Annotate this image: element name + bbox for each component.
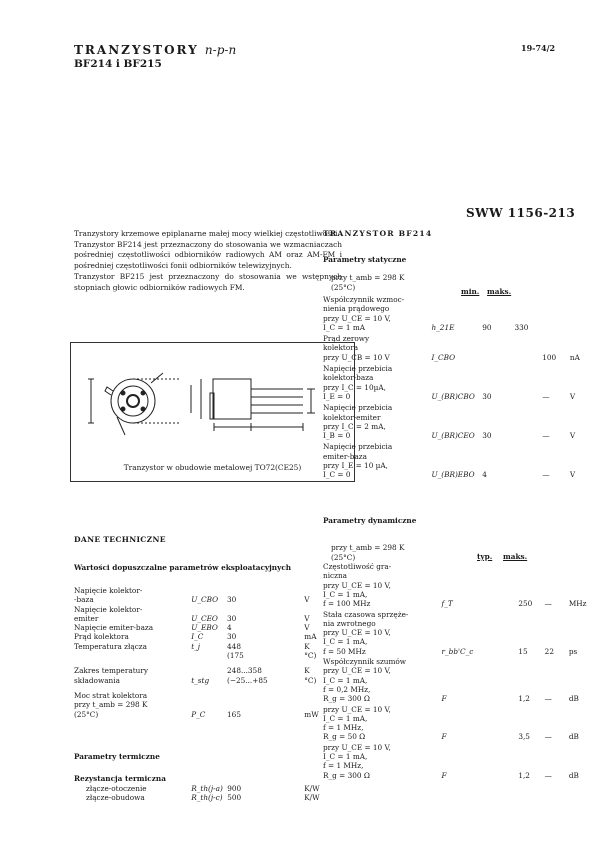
dynamic-condition (331, 543, 404, 562)
param-max: — (544, 599, 552, 609)
param-name (323, 610, 442, 658)
param-name-line: f = 1 MHz, (323, 761, 364, 771)
param-unit: K/W (304, 784, 320, 793)
param-typ: 1,2 (518, 694, 530, 704)
param-unit: nA (569, 352, 580, 362)
param-name-line: (25°C) (74, 709, 99, 719)
param-symbol: U_(BR)EBO (431, 470, 475, 480)
param-name-line: kolektor-emiter (323, 412, 381, 422)
condition-line: przy t_amb = 298 K (331, 273, 405, 282)
dynamic-heading: Parametry dynamiczne (323, 516, 417, 525)
param-name-line: przy I_C = 2 mA, (323, 421, 386, 431)
table-row (323, 705, 593, 743)
param-unit-line: V (304, 595, 310, 605)
param-name-line: kolektora (323, 343, 359, 353)
param-name-line: R_g = 300 Ω (323, 770, 370, 780)
param-max: — (544, 694, 552, 704)
param-name-line: I_C = 1 mA (323, 322, 366, 332)
column-typ: typ. (477, 552, 493, 561)
param-name-line: R_g = 50 Ω (323, 732, 366, 742)
param-name (74, 632, 191, 641)
param-name-line: f = 50 MHz (323, 646, 366, 656)
document-title (74, 43, 236, 57)
param-name-line: Zakres temperatury (74, 666, 148, 676)
param-unit: dB (568, 732, 579, 742)
param-name (323, 334, 431, 364)
table-row (323, 657, 593, 705)
column-maks: maks. (503, 552, 528, 561)
param-value-line: 30 (227, 613, 237, 623)
param-name (74, 691, 191, 719)
param-value-line: (175 (227, 651, 244, 661)
thermal-heading: Parametry termiczne (74, 752, 160, 761)
param-value-line: 248...358 (227, 666, 262, 676)
param-unit-line: °C) (304, 651, 317, 661)
param-spacer (492, 705, 518, 743)
param-value (227, 605, 304, 624)
param-name-line: przy I_C = 10µA, (323, 382, 386, 392)
param-typ: 1,2 (518, 770, 530, 780)
thermal-title: Rezystancja termiczna (74, 774, 166, 783)
param-name-line: f = 100 MHz (323, 599, 371, 609)
param-value: 500 (227, 793, 242, 803)
param-symbol: h_21E (431, 322, 455, 332)
document-subtitle: BF214 i BF215 (74, 58, 162, 70)
param-unit-line: mA (304, 632, 317, 642)
param-min (482, 334, 514, 364)
limits-heading: Wartości dopuszczalne parametrów eksploatacyjnych (74, 563, 292, 572)
param-name-line: nienia prądowego (323, 304, 390, 314)
param-symbol: I_C (191, 632, 204, 642)
condition-line: przy t_amb = 298 K (331, 543, 405, 552)
param-unit-line: V (304, 623, 310, 633)
param-name: złącze-obudowa (86, 793, 145, 803)
param-name-line: Napięcie kolektor- (74, 604, 143, 614)
param-spacer (492, 743, 518, 781)
param-name-line: I_C = 0 (323, 470, 351, 480)
param-name (323, 403, 431, 442)
param-value (227, 642, 304, 667)
param-name-line: Częstotliwość gra- (323, 562, 392, 571)
param-symbol: R_th(j-c) (191, 793, 223, 803)
param-symbol: F (441, 732, 447, 742)
param-name-line: przy U_CE = 10 V, (323, 313, 391, 323)
param-name-line: emiter-baza (323, 451, 367, 461)
param-name-line: przy I_E = 10 µA, (323, 461, 388, 471)
param-name (74, 623, 191, 632)
param-name-line: Prąd kolektora (74, 632, 129, 642)
param-symbol: F (441, 694, 447, 704)
intro-paragraph: Tranzystor BF214 jest przeznaczony do stosowania we wzmacniaczach pośredniej częstotliwości odbiorników radiowych AM oraz AM-FM i pośredniej częstotliwości fonii odbiorników telewizyjnych. (74, 239, 342, 271)
param-min: 30 (482, 431, 492, 441)
param-unit: V (569, 431, 576, 441)
table-row (323, 364, 593, 403)
param-name-line: Napięcie kolektor- (74, 586, 143, 595)
param-symbol: r_bb'C_c (441, 646, 474, 656)
param-value (227, 691, 304, 719)
param-name-line: przy U_CE = 10 V, (323, 666, 391, 676)
param-symbol: t_j (191, 641, 201, 651)
table-row (74, 605, 334, 624)
param-unit-line: °C) (304, 675, 317, 685)
param-spacer (492, 610, 518, 658)
param-name-line: emiter (74, 613, 99, 623)
param-value-line: 30 (227, 595, 237, 605)
param-name-line: I_C = 1 mA, (323, 713, 368, 723)
param-unit: MHz (568, 599, 587, 609)
param-spacer (492, 657, 518, 705)
condition-line: (25°C) (331, 282, 356, 292)
param-value (227, 586, 304, 605)
param-typ (515, 442, 543, 481)
param-symbol: F (441, 770, 447, 780)
param-typ: 3,5 (518, 732, 530, 742)
param-name (323, 562, 442, 610)
param-value-line: 4 (227, 623, 232, 633)
static-condition (331, 273, 404, 292)
param-typ (515, 364, 543, 403)
param-max: — (544, 770, 552, 780)
param-name (323, 657, 442, 705)
param-max: 22 (544, 646, 554, 656)
param-name-line: przy U_CE = 10 V, (323, 704, 391, 714)
param-value (227, 632, 304, 641)
param-max: — (542, 470, 550, 480)
table-row (323, 403, 593, 442)
table-row (323, 743, 593, 781)
param-name-line: przy t_amb = 298 K (74, 700, 148, 710)
param-unit-line: V (304, 613, 310, 623)
param-name-line: Napięcie emiter-baza (74, 623, 154, 633)
title-main: TRANZYSTORY (74, 43, 199, 57)
thermal-table (74, 784, 334, 803)
param-name-line: Napięcie przebicia (323, 403, 393, 413)
param-name-line: kolektor-baza (323, 373, 374, 383)
param-typ (515, 334, 543, 364)
param-min: 30 (482, 391, 492, 401)
figure-caption: Tranzystor w obudowie metalowej TO72(CE25) (123, 463, 302, 472)
param-name-line: przy U_CB = 10 V (323, 352, 390, 362)
param-value-line: 448 (227, 641, 241, 651)
param-unit: dB (568, 770, 579, 780)
param-name-line: I_C = 1 mA, (323, 589, 368, 599)
param-name-line: Moc strat kolektora (74, 690, 148, 700)
column-max: maks. (487, 287, 512, 296)
param-name-line: przy U_CE = 10 V, (323, 742, 391, 752)
param-name-line: I_E = 0 (323, 391, 351, 401)
param-value-line: 165 (227, 709, 241, 719)
param-max: — (544, 732, 552, 742)
param-value (227, 623, 304, 632)
param-symbol: U_(BR)CEO (431, 431, 475, 441)
param-unit: dB (568, 694, 579, 704)
param-name (323, 442, 431, 481)
table-row (74, 623, 334, 632)
static-heading: Parametry statyczne (323, 255, 407, 264)
param-name (323, 743, 442, 781)
param-unit-line: K (304, 641, 310, 651)
sww-code: SWW 1156-213 (466, 206, 576, 220)
param-max: 100 (542, 352, 557, 362)
table-row (74, 666, 334, 691)
static-params-table (323, 295, 593, 482)
param-name-line: Napięcie przebicia (323, 364, 393, 374)
param-name-line: f = 1 MHz, (323, 723, 364, 733)
param-value-line: (−25...+85 (227, 675, 268, 685)
bf214-heading: TRANZYSTOR BF214 (323, 229, 433, 238)
intro-text (74, 229, 342, 293)
param-value-line: 30 (227, 632, 237, 642)
param-name-line: Napięcie przebicia (323, 442, 393, 452)
param-symbol: U_(BR)CBO (431, 391, 475, 401)
table-row (323, 334, 593, 364)
param-unit: V (569, 391, 576, 401)
param-unit-line: mW (304, 709, 319, 719)
param-name (323, 295, 431, 334)
param-symbol: I_CBO (431, 352, 456, 362)
table-row (323, 610, 593, 658)
param-max: — (542, 391, 550, 401)
table-row (74, 642, 334, 667)
param-spacer (492, 562, 518, 610)
table-row (323, 295, 593, 334)
param-name (74, 642, 191, 667)
param-name-line: Stała czasowa sprzęże- (323, 609, 409, 619)
param-name-line: przy U_CE = 10 V, (323, 580, 391, 590)
param-name (74, 586, 191, 605)
param-value: 900 (227, 784, 242, 793)
param-name-line: Współczynnik wzmoc- (323, 295, 405, 304)
param-name (74, 605, 191, 624)
package-figure (70, 342, 355, 482)
param-name (74, 666, 191, 691)
param-name-line: I_B = 0 (323, 431, 351, 441)
param-value (227, 666, 304, 691)
table-row (74, 586, 334, 605)
param-symbol: U_EBO (191, 623, 218, 633)
param-name: złącze-otoczenie (86, 784, 147, 793)
table-row (74, 793, 334, 802)
param-symbol: U_CBO (191, 595, 219, 605)
param-name-line: składowania (74, 675, 120, 685)
param-name-line: I_C = 1 mA, (323, 751, 368, 761)
param-max (542, 295, 570, 334)
table-row (74, 784, 334, 793)
page-code: 19-74/2 (521, 43, 556, 53)
title-type: n-p-n (204, 43, 237, 57)
param-unit (570, 295, 593, 334)
table-row (323, 562, 593, 610)
param-name (323, 705, 442, 743)
param-typ: 250 (518, 599, 533, 609)
param-name-line: niczna (323, 571, 348, 581)
intro-paragraph: Tranzystor BF215 jest przeznaczony do stosowania we wstępnych stopniach głowic odbiorników radiowych FM. (74, 271, 342, 292)
param-name-line: f = 0,2 MHz, (323, 684, 371, 694)
param-name-line: Współczynnik szumów (323, 657, 407, 666)
param-typ (515, 403, 543, 442)
table-row (74, 691, 334, 719)
condition-line: (25°C) (331, 552, 356, 562)
param-name-line: -baza (74, 595, 94, 605)
param-unit: ps (568, 646, 578, 656)
param-typ: 330 (514, 322, 529, 332)
param-symbol: P_C (191, 709, 206, 719)
param-name-line: I_C = 1 mA, (323, 675, 368, 685)
param-symbol: U_CEO (191, 613, 218, 623)
param-name (323, 364, 431, 403)
intro-paragraph: Tranzystory krzemowe epiplanarne małej mocy wielkiej częstotliwości. (74, 229, 340, 238)
param-unit: K/W (304, 793, 320, 803)
param-name-line: R_g = 300 Ω (323, 694, 370, 704)
param-min: 90 (482, 322, 492, 332)
param-name-line: Prąd zerowy (323, 334, 370, 344)
package-drawing (71, 343, 354, 461)
limits-table (74, 586, 334, 719)
param-name-line: nia zwrotnego (323, 618, 376, 628)
section-heading-technical: DANE TECHNICZNE (74, 535, 166, 544)
param-name-line: I_C = 1 mA, (323, 637, 368, 647)
column-min: min. (461, 287, 480, 296)
param-symbol: t_stg (191, 675, 210, 685)
param-min: 4 (482, 470, 487, 480)
param-name-line: przy U_CE = 10 V, (323, 628, 391, 638)
param-symbol: R_th(j-a) (191, 784, 223, 793)
param-name-line: Temperatura złącza (74, 641, 147, 651)
param-unit: V (569, 470, 576, 480)
table-row (323, 442, 593, 481)
param-symbol: f_T (441, 599, 453, 609)
param-typ: 15 (518, 646, 528, 656)
table-row (74, 632, 334, 641)
dynamic-params-table (323, 562, 593, 781)
param-max: — (542, 431, 550, 441)
param-unit-line: K (304, 666, 310, 676)
